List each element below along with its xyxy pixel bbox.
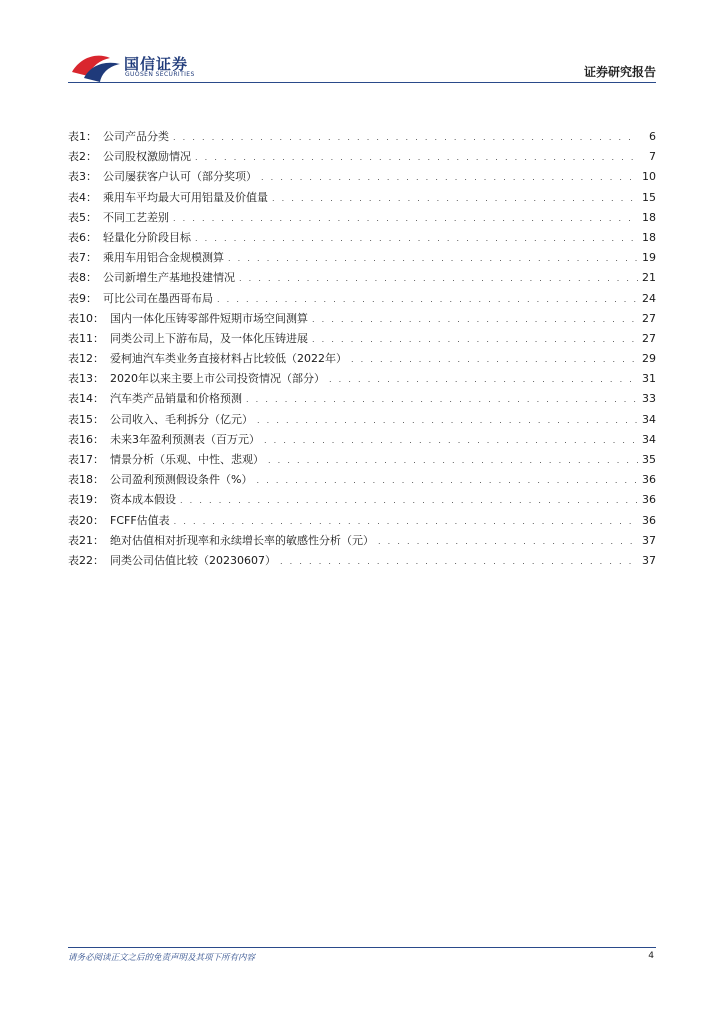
toc-leader-dots	[280, 552, 638, 572]
toc-entry-label: 表20：	[68, 513, 104, 527]
toc-entry-label: 表1：	[68, 130, 97, 143]
toc-entry-page: 18	[642, 230, 656, 244]
toc-entry[interactable]	[68, 470, 656, 490]
toc-leader-dots	[174, 512, 638, 532]
toc-entry[interactable]	[68, 349, 656, 369]
toc-entry-title: 公司股权激励情况	[103, 150, 191, 164]
toc-entry-page: 27	[642, 311, 656, 325]
toc-entry-page: 19	[642, 251, 656, 265]
toc-entry-title: 公司收入、毛利拆分（亿元）	[110, 412, 253, 426]
toc-entry-title: 轻量化分阶段目标	[103, 230, 191, 244]
toc-entry-title: 同类公司估值比较（20230607）	[110, 553, 276, 567]
toc-entry[interactable]	[68, 248, 656, 268]
toc-leader-dots	[257, 411, 638, 431]
toc-leader-dots	[180, 491, 638, 511]
footer-disclaimer: 请务必阅读正文之后的免责声明及其项下所有内容	[68, 953, 256, 963]
toc-entry-page: 36	[642, 493, 656, 507]
logo-text-en: GUOSEN SECURITIES	[125, 71, 195, 78]
toc-entry-title: 公司新增生产基地投建情况	[103, 271, 235, 285]
guosen-logo-icon	[70, 50, 124, 84]
toc-entry-label: 表8：	[68, 271, 97, 285]
toc-leader-dots	[268, 451, 638, 471]
toc-entry-label: 表15：	[68, 412, 104, 426]
toc-entry-title: 汽车类产品销量和价格预测	[110, 392, 242, 406]
toc-entry-title: 公司产品分类	[103, 130, 169, 143]
toc-entry[interactable]	[68, 490, 656, 510]
toc-leader-dots	[351, 350, 638, 370]
toc-entry[interactable]	[68, 329, 656, 349]
toc-entry-label: 表7：	[68, 251, 97, 265]
toc-entry-title: 乘用车用铝合金规模测算	[103, 251, 224, 265]
toc-leader-dots	[173, 128, 638, 148]
toc-entry[interactable]	[68, 208, 656, 228]
toc-entry-label: 表6：	[68, 230, 97, 244]
toc-entry-page: 34	[642, 432, 656, 446]
toc-entry[interactable]	[68, 167, 656, 187]
toc-entry[interactable]	[68, 551, 656, 571]
toc-entry-page: 27	[642, 331, 656, 345]
toc-entry[interactable]	[68, 127, 656, 147]
toc-entry[interactable]	[68, 430, 656, 450]
toc-entry-label: 表21：	[68, 533, 104, 547]
toc-entry[interactable]	[68, 289, 656, 309]
footer-divider	[68, 947, 656, 948]
toc-leader-dots	[195, 229, 638, 249]
toc-entry-page: 33	[642, 392, 656, 406]
guosen-logo	[70, 50, 200, 84]
toc-entry-label: 表18：	[68, 473, 104, 487]
toc-entry-label: 表10：	[68, 311, 104, 325]
toc-entry-page: 29	[642, 352, 656, 366]
toc-entry-label: 表4：	[68, 190, 97, 204]
toc-entry-page: 34	[642, 412, 656, 426]
toc-entry-label: 表11：	[68, 331, 104, 345]
toc-entry-label: 表14：	[68, 392, 104, 406]
toc-entry-title: 不同工艺差别	[103, 210, 169, 224]
toc-entry[interactable]	[68, 369, 656, 389]
toc-entry-page: 35	[642, 453, 656, 466]
header-divider	[68, 82, 656, 83]
toc-entry-title: 爱柯迪汽车类业务直接材料占比较低（2022年）	[110, 352, 347, 366]
toc-entry-label: 表16：	[68, 432, 104, 446]
toc-entry[interactable]	[68, 410, 656, 430]
toc-entry-page: 36	[642, 473, 656, 487]
toc-leader-dots	[378, 532, 638, 552]
toc-entry-label: 表9：	[68, 291, 97, 305]
toc-entry-page: 18	[642, 210, 656, 224]
toc-entry-title: 资本成本假设	[110, 493, 176, 507]
toc-leader-dots	[312, 310, 638, 330]
toc-entry[interactable]	[68, 268, 656, 288]
toc-entry[interactable]	[68, 188, 656, 208]
toc-entry-page: 21	[642, 271, 656, 285]
toc-leader-dots	[272, 189, 638, 209]
toc-leader-dots	[228, 249, 638, 269]
toc-entry-label: 表22：	[68, 553, 104, 567]
toc-entry-label: 表5：	[68, 210, 97, 224]
logo-text-cn: 国信证券	[124, 55, 189, 73]
toc-entry[interactable]	[68, 450, 656, 470]
toc-entry-page: 24	[642, 291, 656, 305]
toc-entry[interactable]	[68, 228, 656, 248]
toc-entry-page: 31	[642, 372, 656, 386]
toc-entry-title: FCFF估值表	[110, 513, 170, 527]
toc-leader-dots	[195, 148, 638, 168]
toc-entry-page: 37	[642, 533, 656, 547]
toc-leader-dots	[217, 290, 638, 310]
toc-leader-dots	[329, 370, 638, 390]
toc-leader-dots	[256, 471, 638, 491]
toc-entry-label: 表17：	[68, 453, 104, 466]
toc-entry-title: 同类公司上下游布局，及一体化压铸进展	[110, 331, 308, 345]
toc-entry-label: 表19：	[68, 493, 104, 507]
toc-leader-dots	[173, 209, 638, 229]
report-type-label: 证券研究报告	[583, 65, 656, 79]
toc-entry[interactable]	[68, 389, 656, 409]
toc-entry-title: 情景分析（乐观、中性、悲观）	[110, 453, 264, 466]
toc-entry-label: 表2：	[68, 150, 97, 164]
toc-entry-page: 10	[642, 170, 656, 184]
toc-entry-title: 2020年以来主要上市公司投资情况（部分）	[110, 372, 325, 386]
table-of-tables	[68, 127, 656, 571]
toc-entry-page: 15	[642, 190, 656, 204]
toc-entry[interactable]	[68, 511, 656, 531]
toc-entry-page: 37	[642, 553, 656, 567]
page-number: 4	[648, 951, 654, 961]
toc-leader-dots	[261, 168, 638, 188]
toc-entry[interactable]	[68, 147, 656, 167]
toc-entry[interactable]	[68, 309, 656, 329]
toc-entry-title: 绝对估值相对折现率和永续增长率的敏感性分析（元）	[110, 533, 374, 547]
toc-entry-title: 乘用车平均最大可用铝量及价值量	[103, 190, 268, 204]
toc-entry-title: 未来3年盈利预测表（百万元）	[110, 432, 260, 446]
toc-entry-title: 可比公司在墨西哥布局	[103, 291, 213, 305]
toc-entry-page: 36	[642, 513, 656, 527]
toc-entry-page: 6	[649, 130, 656, 143]
toc-entry-title: 国内一体化压铸零部件短期市场空间测算	[110, 311, 308, 325]
toc-leader-dots	[246, 390, 638, 410]
toc-entry-page: 7	[649, 150, 656, 164]
toc-entry-title: 公司屡获客户认可（部分奖项）	[103, 170, 257, 184]
toc-leader-dots	[312, 330, 638, 350]
toc-entry-label: 表3：	[68, 170, 97, 184]
page-header	[0, 0, 724, 90]
toc-entry-label: 表12：	[68, 352, 104, 366]
toc-leader-dots	[264, 431, 638, 451]
toc-entry-title: 公司盈利预测假设条件（%）	[110, 473, 253, 487]
toc-leader-dots	[239, 269, 638, 289]
toc-entry-label: 表13：	[68, 372, 104, 386]
toc-entry[interactable]	[68, 531, 656, 551]
